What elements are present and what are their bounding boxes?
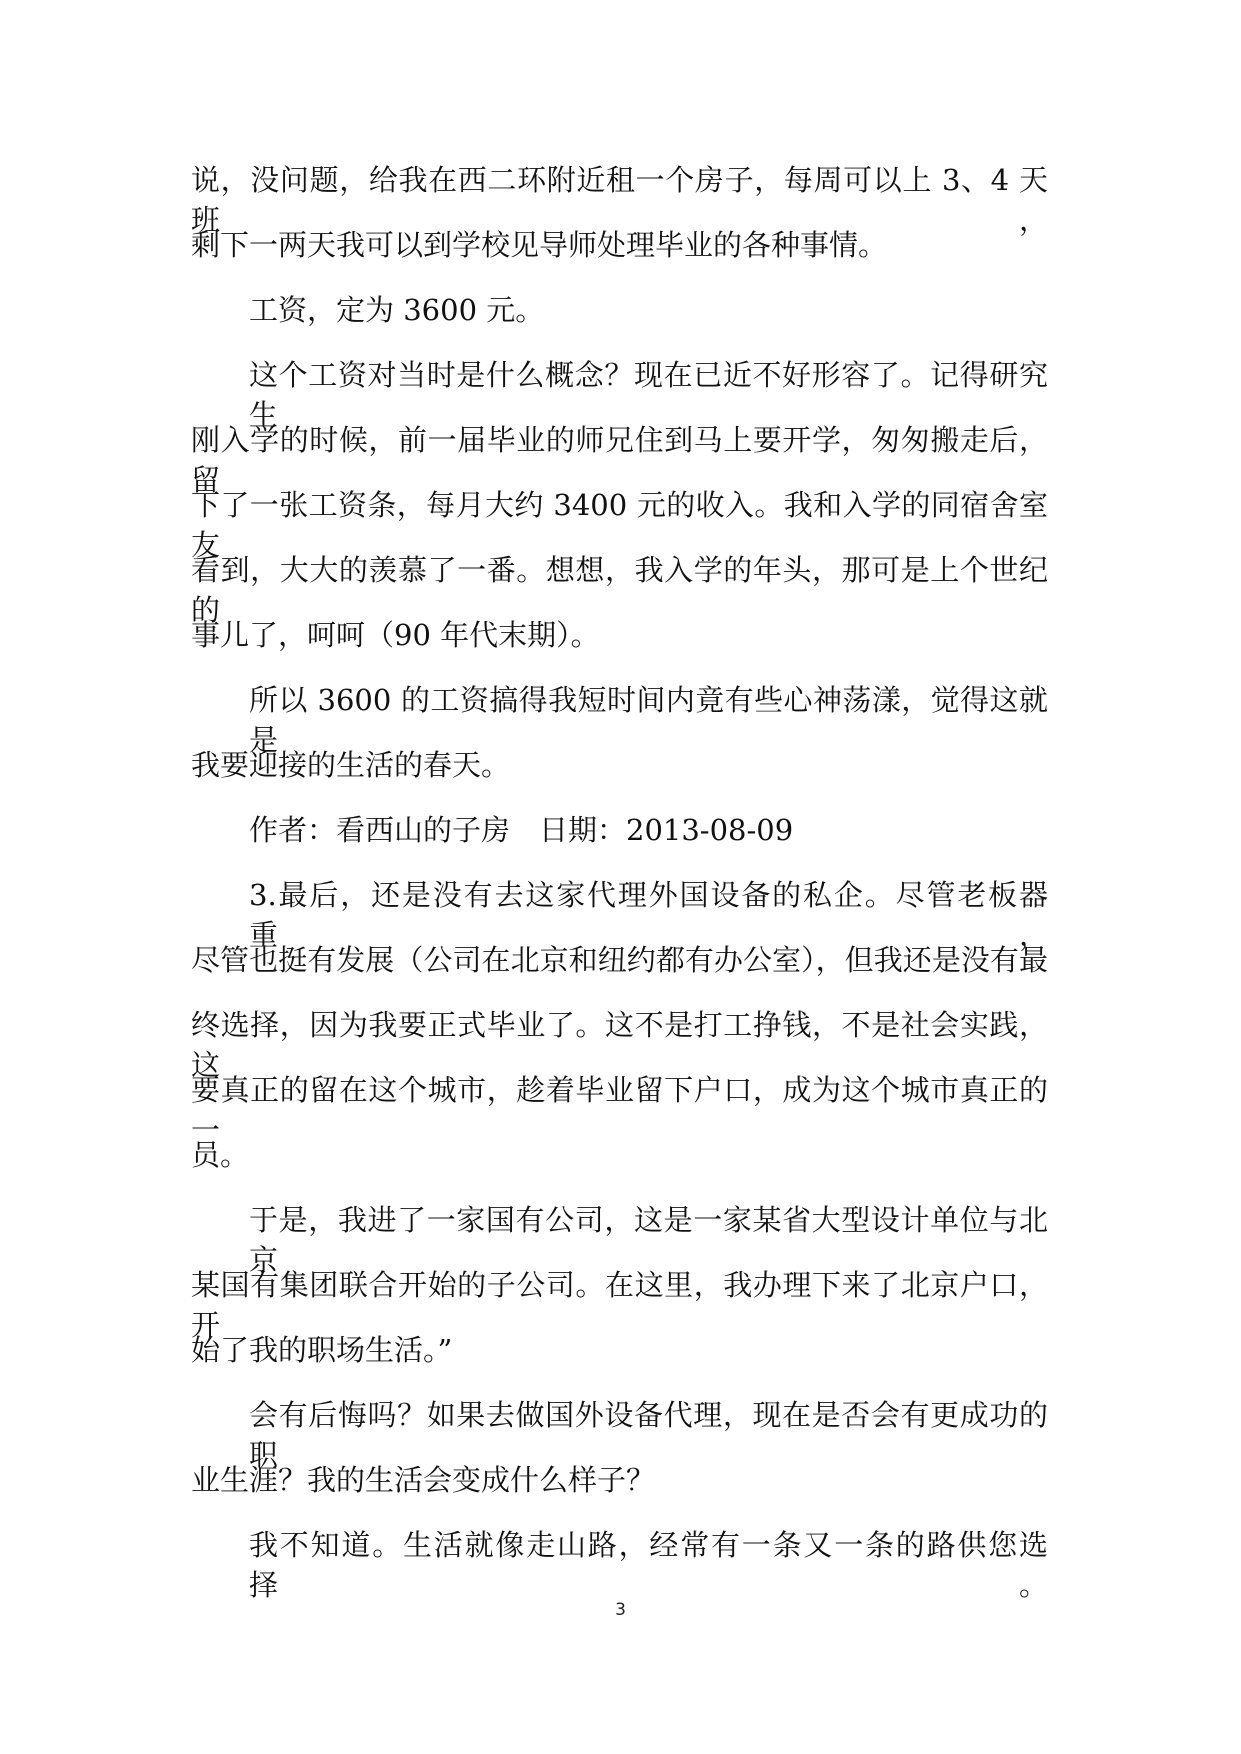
text-line-13: 尽管也挺有发展（公司在北京和纽约都有办公室），但我还是没有最 xyxy=(191,943,1048,977)
text-line-21: 业生涯？我的生活会变成什么样子？ xyxy=(191,1463,656,1497)
text-line-19: 始了我的职场生活。” xyxy=(191,1333,453,1367)
text-line-14: 终选择，因为我要正式毕业了。这不是打工挣钱，不是社会实践，这 xyxy=(191,1008,1048,1082)
text-line-5: 刚入学的时候，前一届毕业的师兄住到马上要开学，匆匆搬走后，留 xyxy=(191,423,1048,497)
text-line-6: 下了一张工资条，每月大约 3400 元的收入。我和入学的同宿舍室友 xyxy=(191,488,1048,562)
text-line-20: 会有后悔吗？如果去做国外设备代理，现在是否会有更成功的职 xyxy=(249,1398,1048,1472)
text-line-8: 事儿了，呵呵（90 年代末期）。 xyxy=(191,618,600,652)
text-line-3: 工资，定为 3600 元。 xyxy=(249,293,545,327)
text-line-12: 3.最后，还是没有去这家代理外国设备的私企。尽管老板器重， xyxy=(249,878,1048,952)
text-line-18: 某国有集团联合开始的子公司。在这里，我办理下来了北京户口，开 xyxy=(191,1268,1048,1342)
text-line-1: 说，没问题，给我在西二环附近租一个房子，每周可以上 3、4 天班， xyxy=(191,163,1048,237)
text-line-16: 员。 xyxy=(191,1138,250,1172)
text-line-22: 我不知道。生活就像走山路，经常有一条又一条的路供您选择。 xyxy=(249,1528,1048,1602)
text-line-15: 要真正的留在这个城市，趁着毕业留下户口，成为这个城市真正的一 xyxy=(191,1073,1048,1147)
page-number: 3 xyxy=(615,1600,626,1620)
text-line-7: 看到，大大的羡慕了一番。想想，我入学的年头，那可是上个世纪的 xyxy=(191,553,1048,627)
text-line-4: 这个工资对当时是什么概念？现在已近不好形容了。记得研究生 xyxy=(249,358,1048,432)
text-line-2: 剩下一两天我可以到学校见导师处理毕业的各种事情。 xyxy=(191,228,888,262)
author-date-line: 作者：看西山的子房 日期：2013-08-09 xyxy=(249,813,794,847)
text-line-9: 所以 3600 的工资搞得我短时间内竟有些心神荡漾，觉得这就是 xyxy=(249,683,1048,757)
text-line-17: 于是，我进了一家国有公司，这是一家某省大型设计单位与北京 xyxy=(249,1203,1048,1277)
text-line-10: 我要迎接的生活的春天。 xyxy=(191,748,511,782)
